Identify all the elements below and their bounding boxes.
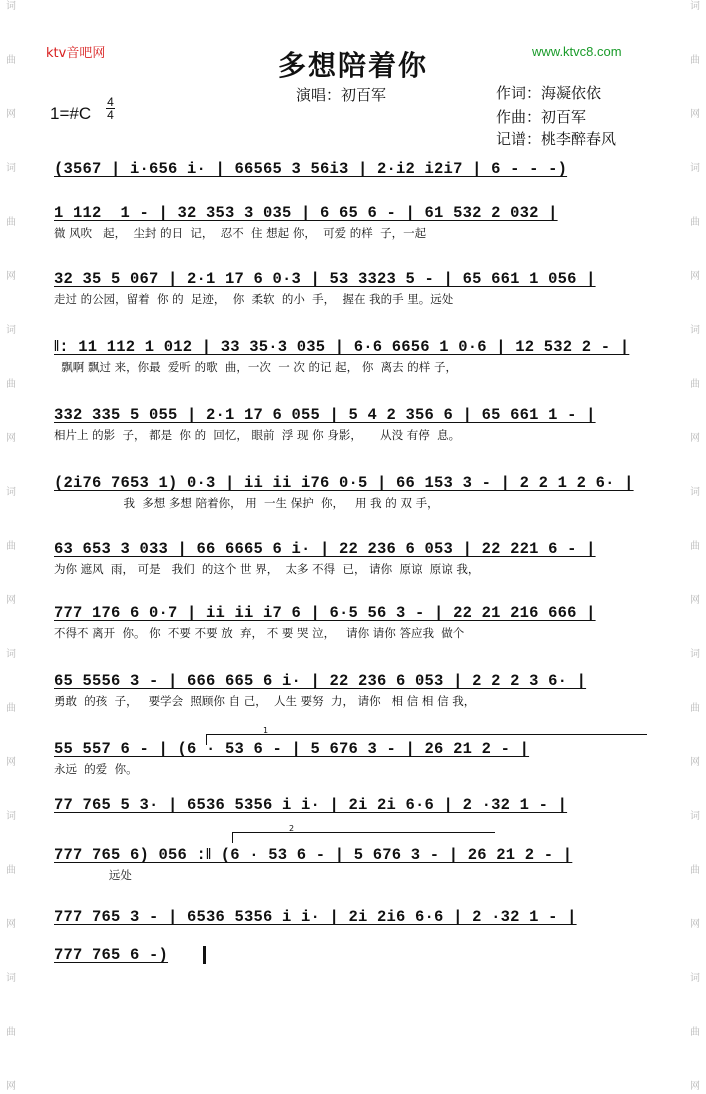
watermark-char: 曲 bbox=[6, 703, 16, 714]
score-system bbox=[54, 844, 654, 884]
notation-line: 777 176 6 0·7 | ii ii i7 6 | 6·5 56 3 - | 22 21 216 666 | bbox=[54, 604, 596, 622]
watermark-char: 词 bbox=[6, 811, 16, 822]
singer-credit: 演唱：初百军 bbox=[296, 86, 387, 104]
transcriber-credit: 记谱：桃李醉春风 bbox=[496, 130, 617, 148]
watermark-char: 词 bbox=[6, 1, 16, 12]
watermark-char: 曲 bbox=[690, 865, 700, 876]
key-signature: 1=#C bbox=[50, 104, 92, 123]
watermark-char: 网 bbox=[690, 109, 700, 120]
notation-line: 65 5556 3 - | 666 665 6 i· | 22 236 6 053 | 2 2 2 3 6· | bbox=[54, 672, 587, 690]
score-system bbox=[54, 670, 654, 710]
watermark-char: 网 bbox=[6, 109, 16, 120]
time-signature-top: 4 bbox=[107, 95, 114, 109]
watermark-char: 词 bbox=[690, 973, 700, 984]
score-system bbox=[54, 472, 654, 512]
site-watermark-url: www.ktvc8.com bbox=[532, 44, 622, 59]
lyric-line: 永远 的爱 你。 bbox=[54, 762, 138, 776]
watermark-char: 网 bbox=[6, 757, 16, 768]
watermark-char: 网 bbox=[690, 757, 700, 768]
watermark-char: 词 bbox=[6, 487, 16, 498]
score-system bbox=[54, 602, 654, 642]
lyric-line: 为你 遮风 雨， 可是 我们 的这个 世 界， 太多 不得 已， 请你 原谅 原谅 我， bbox=[54, 562, 480, 576]
notation-line: 63 653 3 033 | 66 6665 6 i· | 22 236 6 053 | 22 221 6 - | bbox=[54, 540, 596, 558]
watermark-char: 词 bbox=[690, 1, 700, 12]
song-title: 多想陪着你 bbox=[277, 49, 428, 82]
watermark-char: 词 bbox=[6, 325, 16, 336]
time-signature bbox=[106, 96, 115, 121]
watermark-char: 词 bbox=[690, 487, 700, 498]
watermark-char: 曲 bbox=[690, 1027, 700, 1038]
watermark-char: 曲 bbox=[690, 217, 700, 228]
volta-bracket-second bbox=[232, 824, 495, 843]
notation-line: (3567 | i·656 i· | 66565 3 56i3 | 2·i2 i2i7 | 6 - - -) bbox=[54, 160, 568, 178]
watermark-char: 曲 bbox=[6, 865, 16, 876]
watermark-char: 网 bbox=[6, 919, 16, 930]
watermark-char: 网 bbox=[690, 1081, 700, 1092]
score-system bbox=[54, 538, 654, 578]
watermark-char: 网 bbox=[690, 595, 700, 606]
composer-credit: 作曲：初百军 bbox=[496, 108, 587, 126]
watermark-char: 词 bbox=[690, 649, 700, 660]
lyric-line bbox=[54, 180, 654, 198]
notation-line: 55 557 6 - | (6 · 53 6 - | 5 676 3 - | 26 21 2 - | bbox=[54, 740, 530, 758]
score-system bbox=[54, 944, 654, 984]
watermark-char: 网 bbox=[690, 919, 700, 930]
score-system bbox=[54, 202, 654, 242]
lyric-line: 微 风吹 起， 尘封 的日 记， 忍不 住 想起 你， 可爱 的样 子，一起 bbox=[54, 226, 427, 240]
notation-line: 777 765 6 -) bbox=[54, 946, 169, 964]
watermark-char: 词 bbox=[690, 811, 700, 822]
watermark-char: 网 bbox=[6, 1081, 16, 1092]
notation-line: 777 765 6) 056 :‖ (6 · 53 6 - | 5 676 3 - | 26 21 2 - | bbox=[54, 846, 573, 864]
watermark-char: 词 bbox=[6, 649, 16, 660]
score-system bbox=[54, 158, 654, 198]
watermark-char: 网 bbox=[690, 271, 700, 282]
watermark-char: 词 bbox=[690, 325, 700, 336]
time-signature-bottom: 4 bbox=[107, 108, 114, 122]
watermark-char: 曲 bbox=[690, 703, 700, 714]
lyric-line: 飘啊 飘过 来，你最 爱听 的歌 曲，一次 一 次 的记 起， 你 离去 的样 子， bbox=[54, 360, 457, 374]
lyric-line bbox=[54, 966, 654, 984]
lyric-line: 远处 bbox=[54, 868, 132, 882]
notation-line: 77 765 5 3· | 6536 5356 i i· | 2i 2i 6·6 | 2 ·32 1 - | bbox=[54, 796, 568, 814]
final-barline bbox=[203, 946, 206, 964]
score-system bbox=[54, 404, 654, 444]
lyric-line: 走过 的公园，留着 你 的 足迹， 你 柔软 的小 手， 握在 我的手 里。远处 bbox=[54, 292, 454, 306]
watermark-char: 曲 bbox=[690, 55, 700, 66]
watermark-char: 曲 bbox=[6, 379, 16, 390]
lyric-line: 不得不 离开 你。 你 不要 不要 放 弃， 不 要 哭 泣， 请你 请你 答应我 做个 bbox=[54, 626, 465, 640]
lyricist-credit: 作词：海凝依依 bbox=[496, 84, 602, 102]
score-system bbox=[54, 906, 654, 946]
score-system bbox=[54, 336, 654, 376]
notation-line: (2i76 7653 1) 0·3 | ii ii i76 0·5 | 66 153 3 - | 2 2 1 2 6· | bbox=[54, 474, 634, 492]
watermark-char: 曲 bbox=[6, 217, 16, 228]
left-watermark-strip bbox=[0, 0, 22, 1092]
volta-label: 2 bbox=[289, 824, 295, 833]
watermark-char: 网 bbox=[6, 595, 16, 606]
notation-line: 32 35 5 067 | 2·1 17 6 0·3 | 53 3323 5 - | 65 661 1 056 | bbox=[54, 270, 596, 288]
notation-line: 777 765 3 - | 6536 5356 i i· | 2i 2i6 6·6 | 2 ·32 1 - | bbox=[54, 908, 577, 926]
lyric-line: 我 多想 多想 陪着你， 用 一生 保护 你， 用 我 的 双 手， bbox=[54, 496, 439, 510]
watermark-char: 曲 bbox=[690, 541, 700, 552]
watermark-char: 网 bbox=[6, 433, 16, 444]
right-watermark-strip bbox=[684, 0, 706, 1092]
volta-label: 1 bbox=[263, 726, 269, 735]
watermark-char: 曲 bbox=[6, 1027, 16, 1038]
watermark-char: 曲 bbox=[6, 541, 16, 552]
site-watermark-left: ktv音吧网 bbox=[46, 46, 106, 61]
notation-line: ‖: 11 112 1 012 | 33 35·3 035 | 6·6 6656 1 0·6 | 12 532 2 - | bbox=[54, 338, 630, 356]
lyric-line: 勇敢 的孩 子， 要学会 照顾你 自 己， 人生 要努 力， 请你 相 信 相 信 我， bbox=[54, 694, 476, 708]
score-system bbox=[54, 794, 654, 834]
watermark-char: 曲 bbox=[690, 379, 700, 390]
watermark-char: 词 bbox=[6, 973, 16, 984]
notation-line: 332 335 5 055 | 2·1 17 6 055 | 5 4 2 356 6 | 65 661 1 - | bbox=[54, 406, 596, 424]
notation-line: 1 112 1 - | 32 353 3 035 | 6 65 6 - | 61 532 2 032 | bbox=[54, 204, 558, 222]
lyric-line: 相片上 的影 子， 都是 你 的 回忆， 眼前 浮 现 你 身影， 从没 有停 息。 bbox=[54, 428, 461, 442]
watermark-char: 曲 bbox=[6, 55, 16, 66]
watermark-char: 词 bbox=[6, 163, 16, 174]
score-system bbox=[54, 738, 654, 778]
score-system bbox=[54, 268, 654, 308]
watermark-char: 词 bbox=[690, 163, 700, 174]
watermark-char: 网 bbox=[690, 433, 700, 444]
watermark-char: 网 bbox=[6, 271, 16, 282]
